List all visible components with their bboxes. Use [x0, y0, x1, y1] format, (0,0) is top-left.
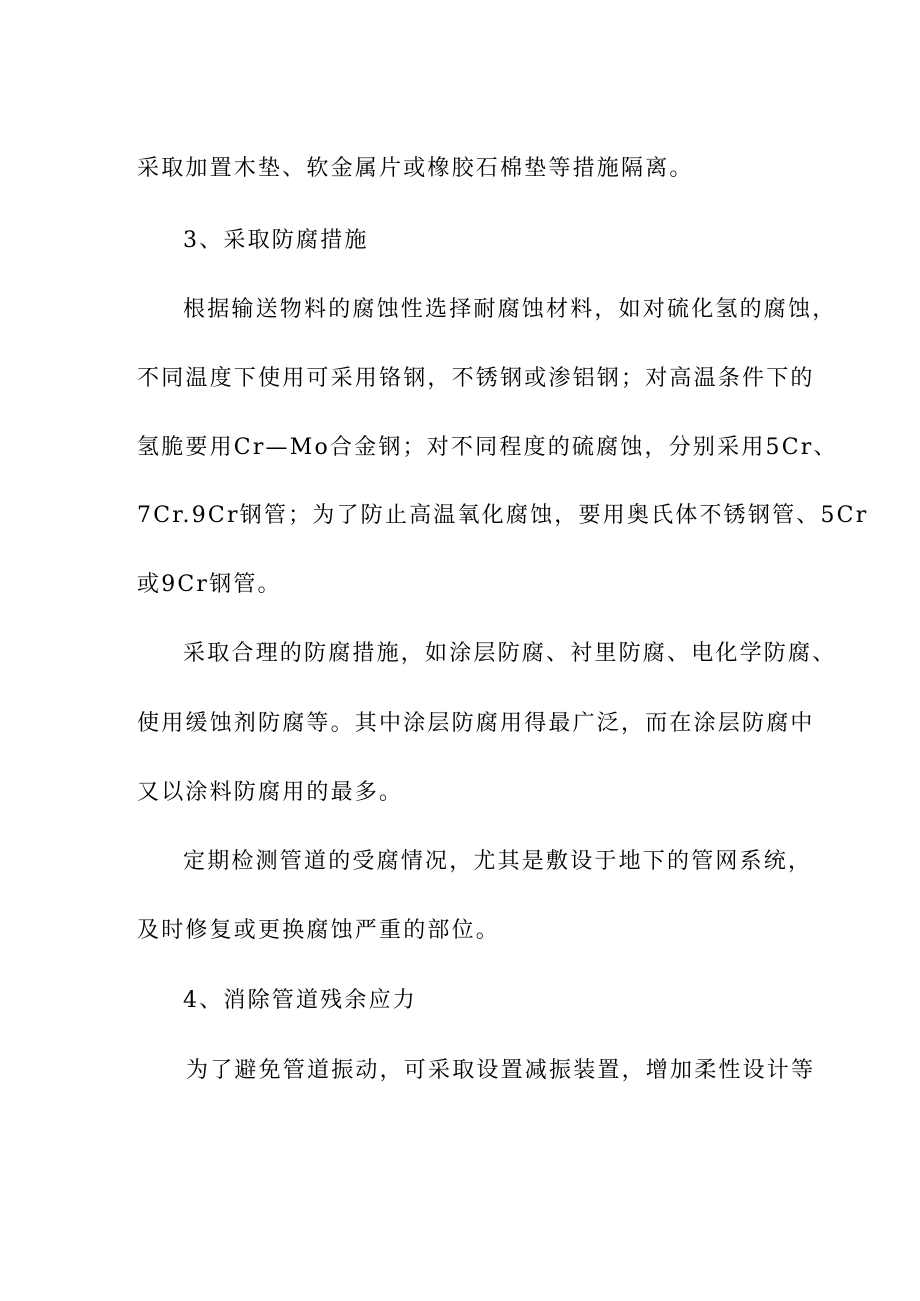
paragraph-line-6: 7Cr.9Cr钢管；为了防止高温氧化腐蚀，要用奥氏体不锈钢管、5Cr [137, 503, 869, 528]
section-heading-4: 4、消除管道残余应力 [183, 988, 417, 1013]
section-heading-3: 3、采取防腐措施 [183, 228, 369, 253]
paragraph-line-14: 为了避免管道振动，可采取设置减振装置，增加柔性设计等 [186, 1058, 816, 1083]
paragraph-line-12: 及时修复或更换腐蚀严重的部位。 [137, 918, 501, 943]
paragraph-line-8: 采取合理的防腐措施，如涂层防腐、衬里防腐、电化学防腐、 [183, 641, 837, 666]
paragraph-line-7: 或9Cr钢管。 [137, 572, 282, 597]
paragraph-line-11: 定期检测管道的受腐情况，尤其是敷设于地下的管网系统， [183, 849, 813, 874]
paragraph-line-4: 不同温度下使用可采用铬钢，不锈钢或渗铝钢；对高温条件下的 [137, 366, 815, 391]
paragraph-line-10: 又以涂料防腐用的最多。 [137, 780, 404, 805]
paragraph-line-9: 使用缓蚀剂防腐等。其中涂层防腐用得最广泛，而在涂层防腐中 [137, 711, 815, 736]
paragraph-line-3: 根据输送物料的腐蚀性选择耐腐蚀材料，如对硫化氢的腐蚀， [183, 297, 837, 322]
paragraph-line-5: 氢脆要用Cr—Mo合金钢；对不同程度的硫腐蚀，分别采用5Cr、 [137, 435, 838, 460]
paragraph-line-1: 采取加置木垫、软金属片或橡胶石棉垫等措施隔离。 [137, 156, 694, 181]
